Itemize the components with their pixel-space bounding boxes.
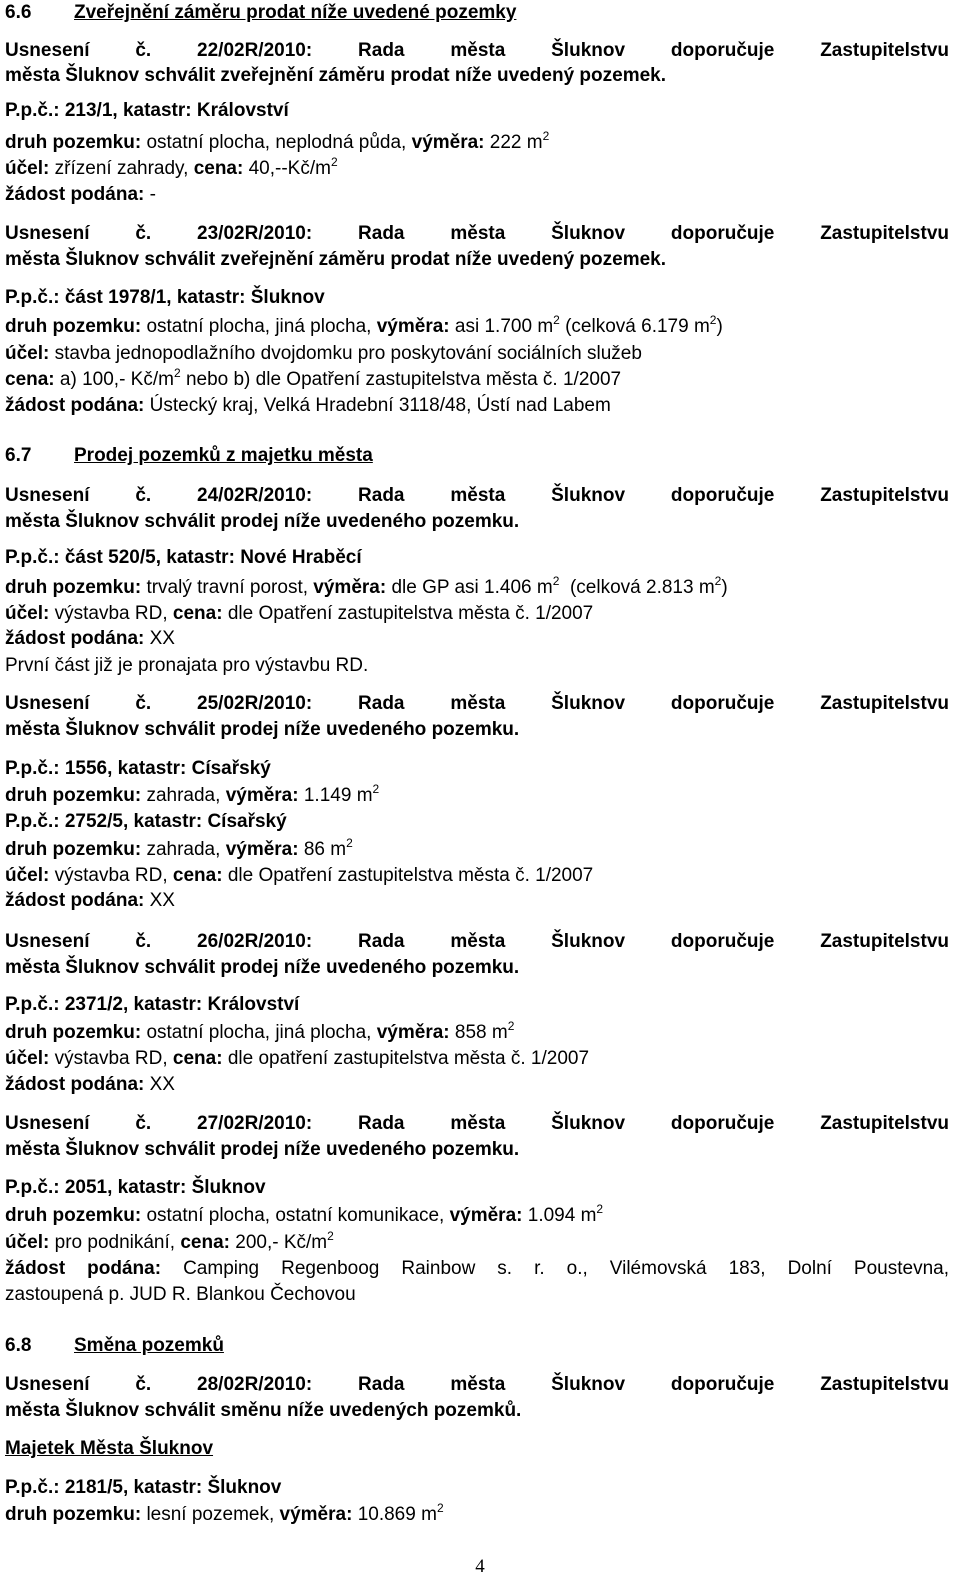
resolution-24-line-1: Usnesení č. 24/02R/2010: Rada města Šluknov doporučuje Zastupitelstvu xyxy=(5,485,949,506)
purpose-line: účel: zřízení zahrady, cena: $40,--Kč/m^2$ xyxy=(5,155,338,179)
price-line: cena: a) 100,- $Kč/m^2$ nebo b) dle Opatření zastupitelstva města č. 1/2007 xyxy=(5,366,622,390)
resolution-25-line-2: města Šluknov schválit prodej níže uvedeného pozemku. xyxy=(5,719,520,740)
resolution-27-line-1: Usnesení č. 27/02R/2010: Rada města Šluknov doporučuje Zastupitelstvu xyxy=(5,1113,949,1134)
section-title: Prodej pozemků z majetku města xyxy=(74,445,373,466)
request-line: žádost podána: XX xyxy=(5,628,175,649)
page-number: 4 xyxy=(475,1556,485,1577)
subheading: Majetek Města Šluknov xyxy=(5,1438,214,1459)
resolution-22-line-1: Usnesení č. 22/02R/2010: Rada města Šluknov doporučuje Zastupitelstvu xyxy=(5,40,949,61)
resolution-27-line-2: města Šluknov schválit prodej níže uvedeného pozemku. xyxy=(5,1139,520,1160)
parcel-line: P.p.č.: 2752/5, katastr: Císařský xyxy=(5,811,287,832)
request-line: žádost podána: XX xyxy=(5,890,175,911)
purpose-line: účel: stavba jednopodlažního dvojdomku pro poskytování sociálních služeb xyxy=(5,343,642,364)
land-type-line: druh pozemku: ostatní plocha, jiná plocha, výměra: 858 $m^2$ xyxy=(5,1019,515,1043)
resolution-26-line-2: města Šluknov schválit prodej níže uvedeného pozemku. xyxy=(5,957,520,978)
purpose-line: účel: výstavba RD, cena: dle Opatření zastupitelstva města č. 1/2007 xyxy=(5,865,594,886)
resolution-23-line-1: Usnesení č. 23/02R/2010: Rada města Šluknov doporučuje Zastupitelstvu xyxy=(5,223,949,244)
section-heading-6-6 xyxy=(5,1,949,25)
section-heading-6-8 xyxy=(5,1334,949,1358)
land-type-line: druh pozemku: lesní pozemek, výměra: 10.869 $m^2$ xyxy=(5,1501,444,1525)
request-line: žádost podána: Camping Regenboog Rainbow s. r. o., Vilémovská 183, Dolní Poustevna, xyxy=(5,1258,949,1279)
note-line: První část již je pronajata pro výstavbu RD. xyxy=(5,655,369,676)
purpose-line: účel: výstavba RD, cena: dle opatření zastupitelstva města č. 1/2007 xyxy=(5,1048,590,1069)
resolution-28-line-2: města Šluknov schválit směnu níže uvedených pozemků. xyxy=(5,1400,522,1421)
land-type-line: druh pozemku: ostatní plocha, jiná plocha, výměra: asi 1.700 $m^2$ (celková 6.179 $m^2$) xyxy=(5,313,723,337)
resolution-28-line-1: Usnesení č. 28/02R/2010: Rada města Šluknov doporučuje Zastupitelstvu xyxy=(5,1374,949,1395)
resolution-26-line-1: Usnesení č. 26/02R/2010: Rada města Šluknov doporučuje Zastupitelstvu xyxy=(5,931,949,952)
resolution-24-line-2: města Šluknov schválit prodej níže uvedeného pozemku. xyxy=(5,511,520,532)
land-type-line: druh pozemku: trvalý travní porost, výměra: dle GP asi 1.406 $m^2$ (celková 2.813 $m^2$) xyxy=(5,574,728,598)
request-line: žádost podána: Ústecký kraj, Velká Hradební 3118/48, Ústí nad Labem xyxy=(5,395,611,416)
resolution-22-line-2: města Šluknov schválit zveřejnění záměru prodat níže uvedený pozemek. xyxy=(5,65,667,86)
section-title: Směna pozemků xyxy=(74,1335,224,1356)
parcel-line: P.p.č.: 2371/2, katastr: Království xyxy=(5,994,300,1015)
land-type-line: druh pozemku: zahrada, výměra: 1.149 $m^2$ xyxy=(5,782,380,806)
parcel-line: P.p.č.: část 1978/1, katastr: Šluknov xyxy=(5,287,325,308)
section-number: 6.6 xyxy=(5,2,32,23)
purpose-line: účel: výstavba RD, cena: dle Opatření zastupitelstva města č. 1/2007 xyxy=(5,603,594,624)
request-line-continued: zastoupená p. JUD R. Blankou Čechovou xyxy=(5,1284,356,1305)
request-line: žádost podána: XX xyxy=(5,1074,175,1095)
purpose-line: účel: pro podnikání, cena: 200,- $Kč/m^2$ xyxy=(5,1229,334,1253)
parcel-line: P.p.č.: 213/1, katastr: Království xyxy=(5,100,289,121)
section-number: 6.8 xyxy=(5,1335,32,1356)
request-line: žádost podána: - xyxy=(5,184,156,205)
parcel-line: P.p.č.: 2051, katastr: Šluknov xyxy=(5,1177,266,1198)
section-title: Zveřejnění záměru prodat níže uvedené pozemky xyxy=(74,2,517,23)
land-type-line: druh pozemku: ostatní plocha, neplodná půda, výměra: 222 $m^2$ xyxy=(5,129,550,153)
parcel-line: P.p.č.: 2181/5, katastr: Šluknov xyxy=(5,1477,282,1498)
parcel-line: P.p.č.: část 520/5, katastr: Nové Hraběcí xyxy=(5,547,362,568)
section-heading-6-7 xyxy=(5,444,949,468)
parcel-line: P.p.č.: 1556, katastr: Císařský xyxy=(5,758,271,779)
land-type-line: druh pozemku: ostatní plocha, ostatní komunikace, výměra: 1.094 $m^2$ xyxy=(5,1202,604,1226)
section-number: 6.7 xyxy=(5,445,32,466)
resolution-25-line-1: Usnesení č. 25/02R/2010: Rada města Šluknov doporučuje Zastupitelstvu xyxy=(5,693,949,714)
land-type-line: druh pozemku: zahrada, výměra: 86 $m^2$ xyxy=(5,836,353,860)
resolution-23-line-2: města Šluknov schválit zveřejnění záměru prodat níže uvedený pozemek. xyxy=(5,249,667,270)
